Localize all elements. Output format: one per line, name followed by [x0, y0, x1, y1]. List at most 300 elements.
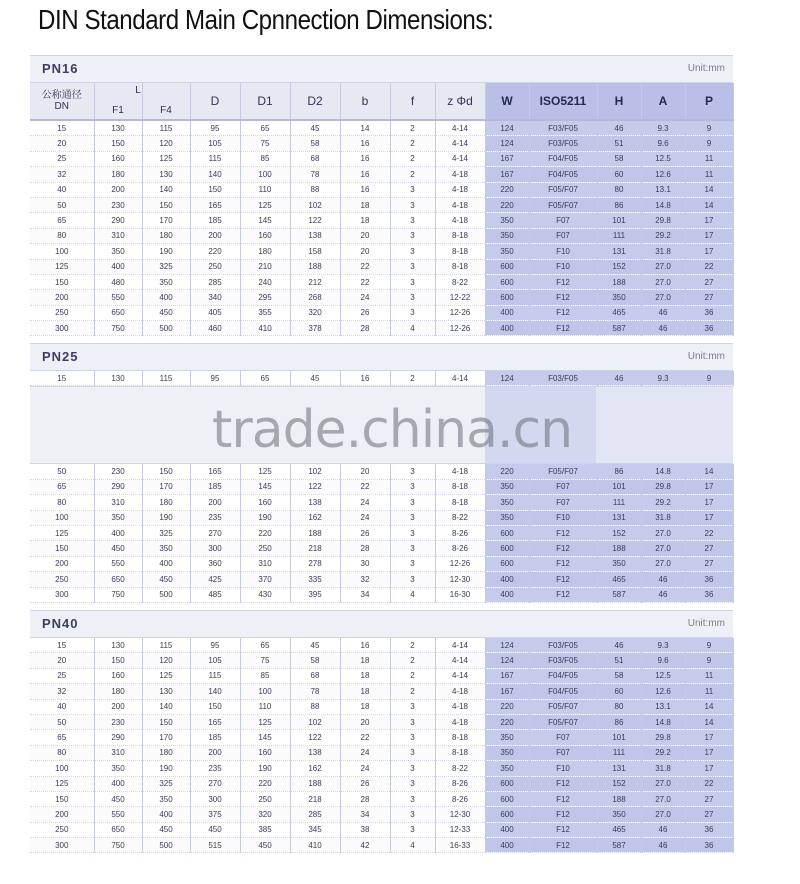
table-cell: 130: [142, 167, 190, 182]
table-cell: 2: [390, 653, 435, 668]
table-cell: 145: [240, 213, 290, 228]
table-cell: 27: [685, 807, 733, 822]
table-cell: 180: [240, 244, 290, 259]
table-cell: 2: [390, 638, 435, 653]
table-cell: 550: [94, 556, 142, 571]
table-cell: 180: [142, 745, 190, 760]
col-b: b: [340, 83, 390, 120]
table-cell: 180: [94, 167, 142, 182]
table-cell: 16-30: [435, 587, 485, 602]
table-cell: 587: [597, 321, 641, 336]
table-cell: 250: [30, 305, 94, 320]
table-cell: 46: [641, 838, 685, 853]
table-cell: F07: [529, 495, 597, 510]
table-cell: 400: [485, 587, 529, 602]
table-cell: 400: [485, 822, 529, 837]
table-cell: 12-26: [435, 305, 485, 320]
table-cell: 400: [485, 321, 529, 336]
table-cell: 150: [94, 136, 142, 151]
table-cell: 24: [340, 761, 390, 776]
table-cell: 16: [340, 151, 390, 166]
table-cell: 185: [190, 213, 240, 228]
table-cell: 75: [240, 136, 290, 151]
table-cell: 12-30: [435, 572, 485, 587]
table-cell: 60: [597, 684, 641, 699]
table-cell: 105: [190, 653, 240, 668]
table-cell: 170: [142, 479, 190, 494]
table-cell: 9.3: [641, 120, 685, 136]
table-cell: F03/F05: [529, 136, 597, 151]
table-cell: F03/F05: [529, 653, 597, 668]
table-row: [30, 259, 733, 274]
table-cell: 8-22: [435, 274, 485, 289]
table-cell: 310: [94, 228, 142, 243]
table-cell: 500: [142, 838, 190, 853]
table-cell: F12: [529, 776, 597, 791]
table-cell: 95: [190, 638, 240, 653]
table-cell: 80: [597, 699, 641, 714]
table-cell: F12: [529, 807, 597, 822]
table-cell: 3: [390, 525, 435, 540]
table-cell: 88: [290, 699, 340, 714]
table-cell: 8-26: [435, 791, 485, 806]
table-row: [30, 807, 733, 822]
table-cell: 22: [340, 479, 390, 494]
table-cell: 162: [290, 761, 340, 776]
table-cell: 180: [94, 684, 142, 699]
table-cell: 465: [597, 822, 641, 837]
table-cell: 220: [240, 525, 290, 540]
table-cell: 9: [685, 136, 733, 151]
table-cell: 12-22: [435, 290, 485, 305]
table-cell: 14: [685, 182, 733, 197]
table-cell: 46: [641, 305, 685, 320]
table-cell: 11: [685, 668, 733, 683]
table-cell: 131: [597, 510, 641, 525]
table-cell: 111: [597, 228, 641, 243]
col-f4: F4: [142, 83, 190, 120]
table-cell: F05/F07: [529, 714, 597, 729]
table-cell: 3: [390, 479, 435, 494]
table-cell: 100: [30, 510, 94, 525]
table-cell: 3: [390, 776, 435, 791]
table-cell: 410: [240, 321, 290, 336]
table-cell: 16-33: [435, 838, 485, 853]
table-cell: 50: [30, 714, 94, 729]
table-cell: 3: [390, 745, 435, 760]
table-cell: 120: [142, 653, 190, 668]
table-cell: 8-22: [435, 510, 485, 525]
table-cell: 150: [142, 714, 190, 729]
table-cell: F04/F05: [529, 151, 597, 166]
table-cell: 17: [685, 745, 733, 760]
section-pn25: [30, 343, 733, 603]
table-cell: 11: [685, 167, 733, 182]
table-cell: 270: [190, 525, 240, 540]
table-cell: 400: [94, 259, 142, 274]
table-row: [30, 213, 733, 228]
table-cell: 8-18: [435, 479, 485, 494]
table-cell: 27: [685, 541, 733, 556]
table-cell: 86: [597, 714, 641, 729]
table-cell: 9: [685, 653, 733, 668]
table-cell: 150: [30, 541, 94, 556]
table-cell: 17: [685, 730, 733, 745]
table-cell: 125: [240, 714, 290, 729]
table-row: [30, 587, 733, 602]
table-cell: 3: [390, 305, 435, 320]
table-cell: 278: [290, 556, 340, 571]
table-cell: 395: [290, 587, 340, 602]
table-cell: 350: [485, 761, 529, 776]
table-cell: 350: [485, 213, 529, 228]
table-cell: 46: [597, 120, 641, 136]
table-cell: 3: [390, 556, 435, 571]
table-cell: 4: [390, 587, 435, 602]
table-cell: 86: [597, 197, 641, 212]
table-cell: 50: [30, 464, 94, 479]
table-cell: 250: [240, 541, 290, 556]
table-cell: 3: [390, 541, 435, 556]
table-cell: F12: [529, 290, 597, 305]
table-cell: 65: [30, 213, 94, 228]
unit-label: Unit:mm: [687, 618, 725, 629]
table-cell: 190: [240, 510, 290, 525]
table-cell: 345: [290, 822, 340, 837]
table-cell: 450: [94, 541, 142, 556]
table-cell: 600: [485, 791, 529, 806]
table-cell: 600: [485, 259, 529, 274]
table-cell: 220: [485, 699, 529, 714]
table-cell: 11: [685, 684, 733, 699]
table-cell: 18: [340, 197, 390, 212]
table-cell: 36: [685, 822, 733, 837]
table-cell: 102: [290, 714, 340, 729]
table-cell: 190: [142, 510, 190, 525]
table-cell: 115: [190, 151, 240, 166]
table-cell: 20: [30, 653, 94, 668]
table-cell: 150: [142, 464, 190, 479]
table-cell: 20: [340, 714, 390, 729]
table-cell: 20: [340, 228, 390, 243]
table-row: [30, 684, 733, 699]
table-cell: F10: [529, 510, 597, 525]
table-cell: 170: [142, 213, 190, 228]
table-cell: F07: [529, 745, 597, 760]
table-cell: 190: [240, 761, 290, 776]
table-cell: 400: [142, 290, 190, 305]
table-row: [30, 572, 733, 587]
table-cell: 2: [390, 371, 435, 386]
table-cell: 31.8: [641, 761, 685, 776]
table-cell: 125: [30, 525, 94, 540]
table-cell: 122: [290, 479, 340, 494]
pn25-table: [30, 464, 734, 603]
table-cell: 485: [190, 587, 240, 602]
table-cell: 85: [240, 668, 290, 683]
table-cell: 16: [340, 638, 390, 653]
table-cell: 27.0: [641, 541, 685, 556]
table-cell: 290: [94, 730, 142, 745]
table-cell: 68: [290, 151, 340, 166]
table-cell: 18: [340, 699, 390, 714]
table-cell: 325: [142, 259, 190, 274]
table-cell: 124: [485, 638, 529, 653]
table-cell: 235: [190, 510, 240, 525]
table-cell: 4-18: [435, 464, 485, 479]
table-cell: 125: [240, 464, 290, 479]
table-cell: 162: [290, 510, 340, 525]
table-row: [30, 228, 733, 243]
table-cell: 167: [485, 151, 529, 166]
table-cell: 14.8: [641, 197, 685, 212]
table-cell: 290: [94, 213, 142, 228]
table-cell: 14: [685, 464, 733, 479]
table-cell: 450: [240, 838, 290, 853]
table-cell: 42: [340, 838, 390, 853]
table-cell: 300: [30, 321, 94, 336]
table-cell: 480: [94, 274, 142, 289]
table-cell: 86: [597, 464, 641, 479]
table-cell: 250: [30, 822, 94, 837]
table-cell: 34: [340, 587, 390, 602]
table-cell: 27: [685, 274, 733, 289]
table-cell: 4: [390, 838, 435, 853]
table-cell: 12.6: [641, 167, 685, 182]
table-cell: 460: [190, 321, 240, 336]
table-cell: 400: [94, 525, 142, 540]
table-cell: 220: [190, 244, 240, 259]
table-row: [30, 274, 733, 289]
table-cell: 400: [485, 838, 529, 853]
table-cell: 45: [290, 638, 340, 653]
table-cell: 600: [485, 807, 529, 822]
table-cell: 250: [240, 791, 290, 806]
table-cell: 600: [485, 556, 529, 571]
table-cell: 15: [30, 371, 94, 386]
col-p: P: [685, 83, 733, 120]
table-cell: 220: [485, 182, 529, 197]
table-cell: 102: [290, 464, 340, 479]
table-cell: 22: [685, 776, 733, 791]
table-cell: 130: [94, 120, 142, 136]
table-cell: 122: [290, 730, 340, 745]
table-cell: 110: [240, 699, 290, 714]
pn25-table-top: [30, 371, 734, 386]
table-cell: 425: [190, 572, 240, 587]
table-cell: 167: [485, 668, 529, 683]
table-cell: 111: [597, 745, 641, 760]
table-cell: 310: [94, 495, 142, 510]
table-cell: 36: [685, 572, 733, 587]
unit-label: Unit:mm: [687, 351, 725, 362]
table-cell: 3: [390, 495, 435, 510]
table-cell: 9.3: [641, 638, 685, 653]
table-cell: 218: [290, 541, 340, 556]
section-name: PN25: [42, 349, 79, 364]
section-name: PN16: [42, 61, 79, 76]
col-iso5211: ISO5211: [529, 83, 597, 120]
table-cell: F04/F05: [529, 684, 597, 699]
table-cell: 80: [30, 745, 94, 760]
table-cell: 130: [94, 638, 142, 653]
table-cell: 150: [190, 699, 240, 714]
table-cell: 450: [94, 791, 142, 806]
table-cell: 68: [290, 668, 340, 683]
table-cell: 31.8: [641, 244, 685, 259]
table-cell: 350: [142, 541, 190, 556]
table-cell: 27.0: [641, 807, 685, 822]
section-header: [30, 343, 733, 371]
table-cell: 4-18: [435, 182, 485, 197]
table-cell: 25: [30, 668, 94, 683]
table-cell: 350: [142, 791, 190, 806]
table-cell: F12: [529, 305, 597, 320]
table-cell: 350: [597, 556, 641, 571]
table-cell: 51: [597, 653, 641, 668]
table-cell: 29.2: [641, 745, 685, 760]
table-cell: 4-18: [435, 213, 485, 228]
table-cell: 17: [685, 244, 733, 259]
table-cell: 18: [340, 213, 390, 228]
table-cell: F12: [529, 321, 597, 336]
table-cell: 27.0: [641, 525, 685, 540]
table-row: [30, 120, 733, 136]
table-cell: 88: [290, 182, 340, 197]
table-cell: 46: [597, 638, 641, 653]
unit-label: Unit:mm: [687, 63, 725, 74]
table-row: [30, 745, 733, 760]
table-cell: 405: [190, 305, 240, 320]
table-cell: 3: [390, 730, 435, 745]
table-cell: 188: [290, 776, 340, 791]
table-cell: 4-14: [435, 151, 485, 166]
table-cell: 20: [30, 136, 94, 151]
table-row: [30, 510, 733, 525]
table-cell: 4-18: [435, 714, 485, 729]
table-cell: 125: [142, 151, 190, 166]
table-cell: 78: [290, 684, 340, 699]
table-cell: 150: [30, 791, 94, 806]
table-cell: 12.6: [641, 684, 685, 699]
table-cell: 650: [94, 572, 142, 587]
table-cell: 65: [240, 638, 290, 653]
table-cell: F12: [529, 541, 597, 556]
table-cell: 210: [240, 259, 290, 274]
header-row: [30, 83, 733, 120]
table-cell: 145: [240, 730, 290, 745]
table-cell: 188: [290, 259, 340, 274]
table-cell: 4-14: [435, 653, 485, 668]
table-cell: 410: [290, 838, 340, 853]
table-cell: 190: [142, 761, 190, 776]
table-cell: 16: [340, 136, 390, 151]
table-cell: 400: [485, 305, 529, 320]
watermark-text: trade.china.cn: [212, 400, 573, 460]
table-cell: 600: [485, 274, 529, 289]
table-cell: 170: [142, 730, 190, 745]
table-cell: 27.0: [641, 259, 685, 274]
table-cell: 13.1: [641, 182, 685, 197]
table-cell: 550: [94, 807, 142, 822]
table-cell: 17: [685, 761, 733, 776]
table-cell: 230: [94, 197, 142, 212]
table-cell: 65: [240, 120, 290, 136]
table-cell: 600: [485, 776, 529, 791]
table-cell: 400: [485, 572, 529, 587]
table-cell: 46: [641, 321, 685, 336]
table-cell: 27: [685, 556, 733, 571]
table-cell: 450: [142, 572, 190, 587]
table-row: [30, 305, 733, 320]
table-cell: 200: [190, 745, 240, 760]
table-cell: 58: [290, 653, 340, 668]
table-cell: 370: [240, 572, 290, 587]
section-pn16: [30, 55, 733, 336]
table-cell: 200: [30, 807, 94, 822]
table-cell: 160: [94, 151, 142, 166]
table-cell: 160: [240, 745, 290, 760]
table-cell: 124: [485, 371, 529, 386]
table-cell: 95: [190, 371, 240, 386]
table-cell: 2: [390, 167, 435, 182]
table-cell: 240: [240, 274, 290, 289]
table-cell: 115: [190, 668, 240, 683]
table-cell: 17: [685, 228, 733, 243]
table-row: [30, 479, 733, 494]
section-header: [30, 55, 733, 83]
table-cell: 300: [30, 587, 94, 602]
table-cell: 80: [30, 228, 94, 243]
table-cell: 36: [685, 321, 733, 336]
table-cell: 14: [685, 714, 733, 729]
table-cell: 100: [30, 761, 94, 776]
table-cell: 65: [240, 371, 290, 386]
table-cell: 65: [30, 730, 94, 745]
table-cell: 14.8: [641, 464, 685, 479]
table-cell: 220: [485, 464, 529, 479]
table-cell: 650: [94, 305, 142, 320]
table-cell: F12: [529, 556, 597, 571]
table-cell: 3: [390, 182, 435, 197]
table-cell: 150: [94, 653, 142, 668]
table-cell: 230: [94, 464, 142, 479]
table-cell: 375: [190, 807, 240, 822]
table-cell: 3: [390, 572, 435, 587]
col-dn: 公称通径 DN: [30, 83, 94, 120]
table-cell: 24: [340, 510, 390, 525]
table-cell: 9.6: [641, 653, 685, 668]
table-cell: 145: [240, 479, 290, 494]
table-cell: 115: [142, 371, 190, 386]
table-cell: 185: [190, 479, 240, 494]
table-cell: 350: [94, 244, 142, 259]
table-cell: 17: [685, 479, 733, 494]
table-cell: 350: [485, 495, 529, 510]
table-cell: 16: [340, 182, 390, 197]
table-cell: F03/F05: [529, 371, 597, 386]
table-cell: 18: [340, 653, 390, 668]
table-cell: 26: [340, 305, 390, 320]
table-cell: 3: [390, 228, 435, 243]
table-cell: 28: [340, 791, 390, 806]
table-cell: 350: [485, 479, 529, 494]
table-cell: 750: [94, 587, 142, 602]
table-cell: 587: [597, 838, 641, 853]
table-cell: 4-18: [435, 197, 485, 212]
table-cell: 27: [685, 290, 733, 305]
table-row: [30, 197, 733, 212]
